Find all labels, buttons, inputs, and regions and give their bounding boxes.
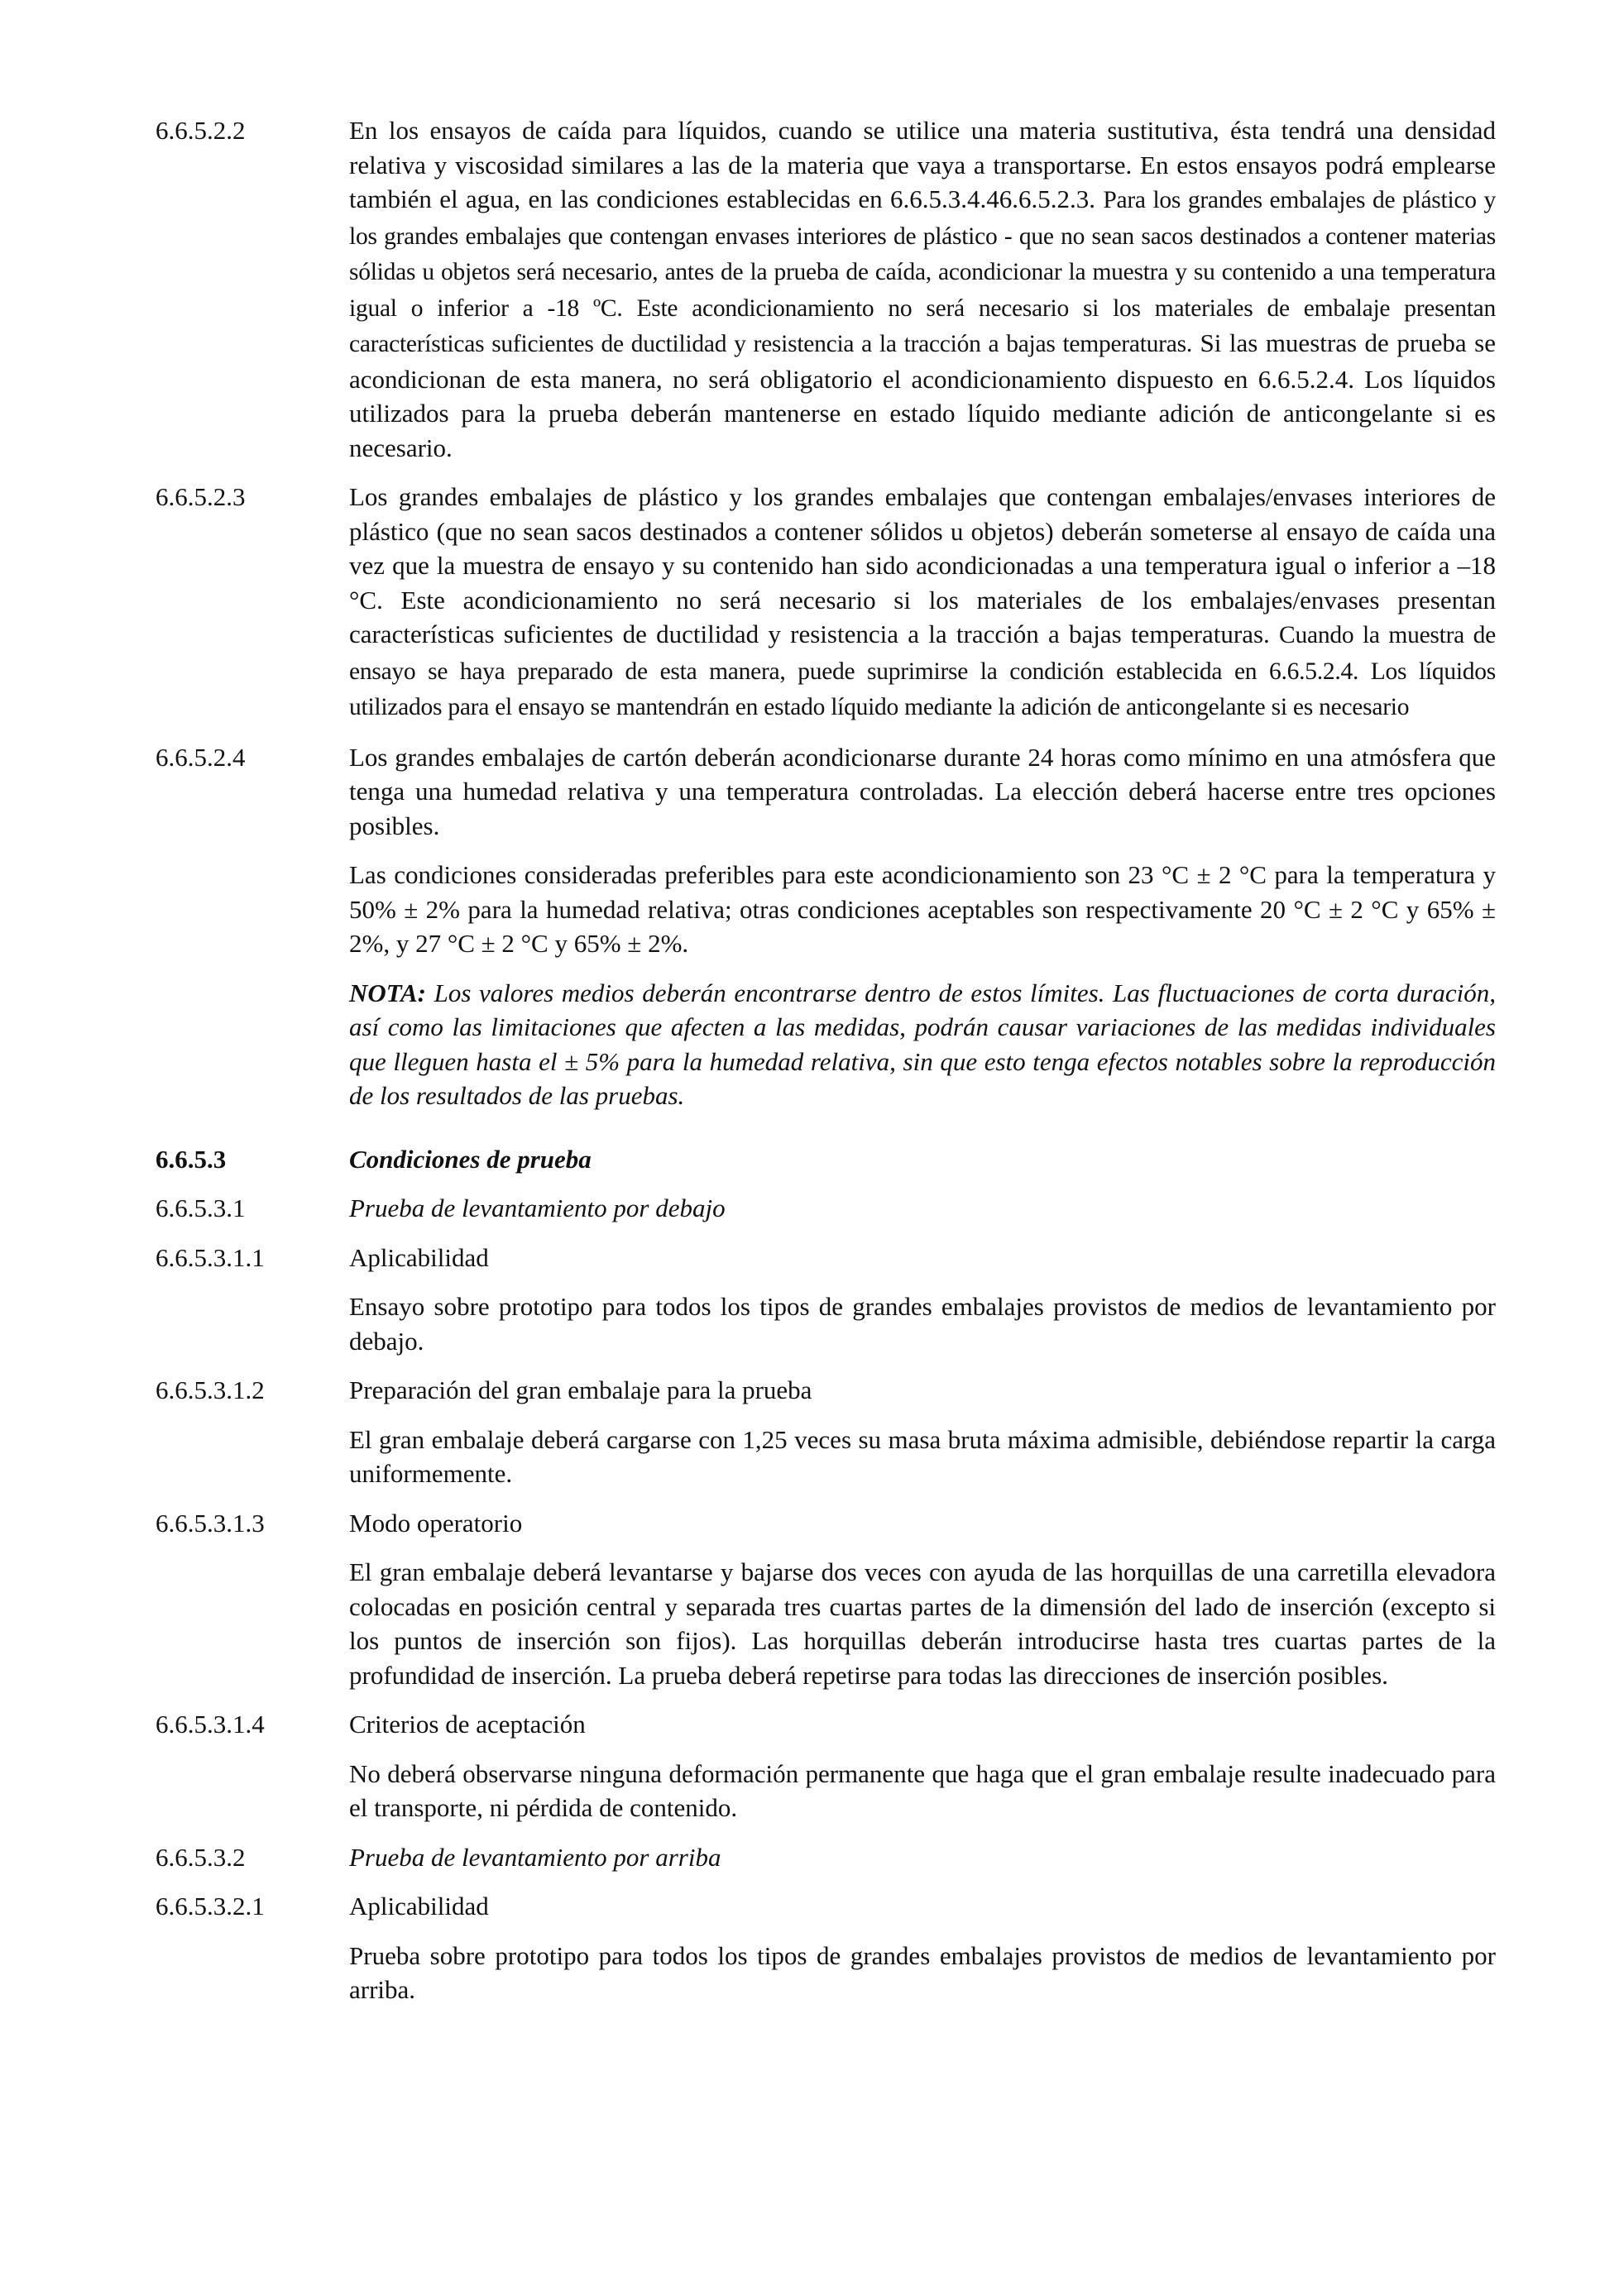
section-6-6-5-2-2	[156, 113, 1496, 465]
section-number: 6.6.5.3.2.1	[156, 1892, 265, 1921]
section-paragraph: El gran embalaje deberá levantarse y bajarse dos veces con ayuda de las horquillas de una carretilla elevadora colocadas en posición central y separada tres cuartas partes de la dimensión del lado de inserción (excepto si los puntos de inserción son fijos). Las horquillas deberán introducirse hasta tres cuartas partes de la profundidad de inserción. La prueba deberá repetirse para todas las direcciones de inserción posibles.	[349, 1557, 1496, 1690]
section-title: Prueba de levantamiento por arriba	[349, 1842, 721, 1872]
section-6-6-5-3-1-3	[156, 1506, 1496, 1693]
section-number: 6.6.5.3.2	[156, 1842, 246, 1872]
section-number: 6.6.5.3.1.1	[156, 1242, 265, 1272]
section-number: 6.6.5.3.1.4	[156, 1710, 265, 1739]
section-number: 6.6.5.3	[156, 1144, 227, 1174]
section-number: 6.6.5.2.2	[156, 116, 246, 145]
note-label: NOTA:	[349, 978, 426, 1007]
note-paragraph	[349, 976, 1496, 1113]
section-6-6-5-2-4	[156, 740, 1496, 1113]
section-number: 6.6.5.3.1	[156, 1193, 246, 1222]
section-paragraph: Ensayo sobre prototipo para todos los tipos de grandes embalajes provistos de medios de levantamiento por debajo.	[349, 1292, 1496, 1356]
section-paragraph: El gran embalaje deberá cargarse con 1,25 veces su masa bruta máxima admisible, debiéndose repartir la carga uniformemente.	[349, 1424, 1496, 1488]
section-6-6-5-2-3	[156, 480, 1496, 725]
paragraph-text: En los ensayos de caída para líquidos, cuando se utilice una materia sustitutiva, ésta tendrá una densidad relativa y viscosidad similares a las de la materia que vaya a transportarse. En estos ensayos podrá emplearse también el agua, en las condiciones establecidas en 6.6.5.3.4.46.6.5.2.3.	[349, 116, 1496, 213]
paragraph-text: Si las muestras de prueba se acondicionan de esta manera, no será obligatorio el acondicionamiento dispuesto en 6.6.5.2.4. Los líquidos utilizados para la prueba deberán mantenerse en estado líquido mediante adición de anticongelante si es necesario.	[349, 328, 1497, 462]
section-number: 6.6.5.2.4	[156, 742, 246, 772]
section-paragraph: No deberá observarse ninguna deformación permanente que haga que el gran embalaje resulte inadecuado para el transporte, ni pérdida de contenido.	[349, 1758, 1496, 1822]
section-paragraph: Los grandes embalajes de cartón deberán acondicionarse durante 24 horas como mínimo en una atmósfera que tenga una humedad relativa y una temperatura controladas. La elección deberá hacerse entre tres opciones posibles.	[349, 742, 1496, 840]
section-title: Aplicabilidad	[349, 1242, 489, 1272]
section-number: 6.6.5.3.1.2	[156, 1375, 265, 1404]
section-6-6-5-3-1	[156, 1191, 1496, 1226]
section-title: Preparación del gran embalaje para la prueba	[349, 1375, 812, 1404]
section-paragraph	[349, 113, 1496, 465]
section-title: Criterios de aceptación	[349, 1710, 586, 1739]
section-6-6-5-3	[156, 1142, 1496, 1177]
note-text: Los valores medios deberán encontrarse dentro de estos límites. Las fluctuaciones de corta duración, así como las limitaciones que afecten a las medidas, podrán causar variaciones de las medidas individuales que lleguen hasta el ± 5% para la humedad relativa, sin que esto tenga efectos notables sobre la reproducción de los resultados de las pruebas.	[349, 978, 1497, 1110]
paragraph-text: Para los grandes embalajes de plástico y los grandes embalajes que contengan envases interiores de plástico - que no sean sacos destinados a contener materias sólidas u objetos será necesario, antes de la prueba de caída, acondicionar la muestra y su contenido a una temperatura igual o inferior a -18 ºC. Este acondicionamiento no será necesario si los materiales de embalaje presentan características suficientes de ductilidad y resistencia a la tracción a bajas temperaturas.	[349, 187, 1496, 357]
section-6-6-5-3-1-2	[156, 1373, 1496, 1491]
section-6-6-5-3-2	[156, 1840, 1496, 1875]
section-paragraph: Prueba sobre prototipo para todos los tipos de grandes embalajes provistos de medios de levantamiento por arriba.	[349, 1940, 1496, 2004]
paragraph-text: Los grandes embalajes de plástico y los grandes embalajes que contengan embalajes/envases interiores de plástico (que no sean sacos destinados a contener sólidos u objetos) deberán someterse al ensayo de caída una vez que la muestra de ensayo y su contenido han sido acondicionadas a una temperatura igual o inferior a –18 °C. Este acondicionamiento no será necesario si los materiales de los embalajes/envases presentan características suficientes de ductilidad y resistencia a la tracción a bajas temperaturas.	[349, 482, 1496, 648]
document-page	[156, 113, 1496, 2007]
section-6-6-5-3-2-1	[156, 1889, 1496, 2007]
section-number: 6.6.5.3.1.3	[156, 1508, 265, 1538]
section-title: Aplicabilidad	[349, 1892, 489, 1921]
section-title: Condiciones de prueba	[349, 1144, 592, 1174]
section-title: Modo operatorio	[349, 1508, 523, 1538]
section-6-6-5-3-1-1	[156, 1241, 1496, 1359]
section-paragraph: Las condiciones consideradas preferibles para este acondicionamiento son 23 °C ± 2 °C para la temperatura y 50% ± 2% para la humedad relativa; otras condiciones aceptables son respectivamente 20 °C ± 2 °C y 65% ± 2%, y 27 °C ± 2 °C y 65% ± 2%.	[349, 860, 1496, 958]
section-paragraph	[349, 480, 1496, 725]
section-number: 6.6.5.2.3	[156, 482, 246, 511]
paragraph-text: Cuando la muestra de ensayo se haya preparado de esta manera, puede suprimirse la condición establecida en 6.6.5.2.4. Los líquidos utilizados para el ensayo se mantendrán en estado líquido mediante la adición de anticongelante si es necesario	[349, 622, 1496, 720]
section-title: Prueba de levantamiento por debajo	[349, 1193, 726, 1222]
section-6-6-5-3-1-4	[156, 1707, 1496, 1825]
